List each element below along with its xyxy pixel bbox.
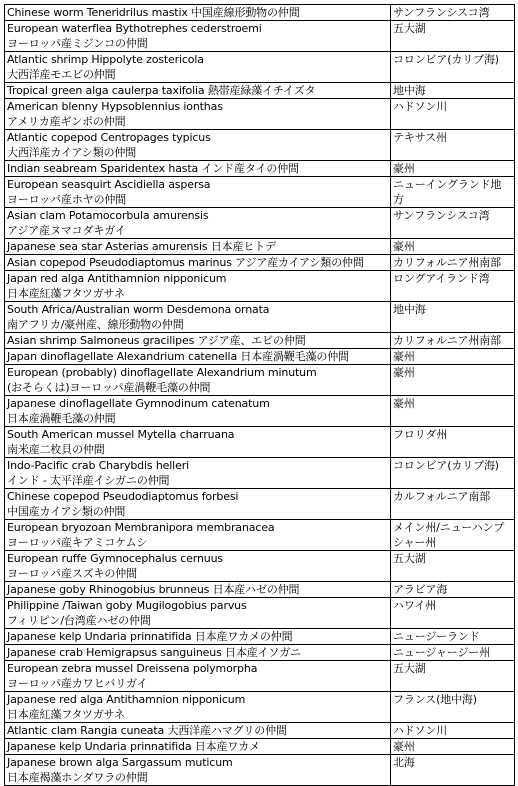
location-text: ロングアイランド湾	[393, 272, 490, 285]
species-cell	[5, 629, 391, 645]
table-row	[5, 177, 515, 208]
species-cell	[5, 239, 391, 255]
table-row	[5, 739, 515, 755]
species-cell	[5, 755, 391, 786]
location-cell	[391, 208, 515, 239]
species-cell	[5, 723, 391, 739]
location-text: 五大湖	[393, 22, 426, 35]
location-text: 豪州	[393, 397, 415, 410]
species-name-line: Japanese brown alga Sargassum muticum	[7, 756, 233, 769]
location-text: 豪州	[393, 240, 415, 253]
location-text: ハワイ州	[393, 599, 437, 612]
species-cell	[5, 177, 391, 208]
species-name-line: 大西洋産モエビの仲間	[7, 68, 116, 81]
location-text: 北海	[393, 756, 415, 769]
species-name-line: 南アフリカ/豪州産、線形動物の仲間	[7, 318, 184, 331]
species-name-line: インド - 太平洋産イシガニの仲間	[7, 474, 170, 487]
location-text: カルフォルニア南部	[393, 490, 491, 503]
species-name-line: Chinese worm Teneridrilus mastix 中国産線形動物の仲間	[7, 6, 300, 19]
species-cell	[5, 130, 391, 161]
table-row	[5, 551, 515, 582]
location-cell	[391, 629, 515, 645]
species-name-line: European bryozoan Membranipora membranacea	[7, 521, 275, 534]
species-cell	[5, 692, 391, 723]
species-table-container	[4, 4, 514, 786]
location-cell	[391, 598, 515, 629]
species-cell	[5, 661, 391, 692]
species-cell	[5, 208, 391, 239]
species-name-line: European seasquirt Ascidiella aspersa	[7, 178, 211, 191]
species-name-line: 日本産褐藻ホンダワラの仲間	[7, 771, 148, 784]
species-name-line: European zebra mussel Dreissena polymorpha	[7, 662, 258, 675]
species-name-line: Japanese kelp Undaria prinnatifida 日本産ワカメの仲間	[7, 630, 293, 643]
table-body	[5, 5, 515, 786]
table-row	[5, 598, 515, 629]
location-cell	[391, 271, 515, 302]
location-text: コロンビア(カリブ海)	[393, 459, 499, 472]
species-name-line: 南米産二枚貝の仲間	[7, 443, 105, 456]
species-name-line: European (probably) dinoflagellate Alexandrium minutum	[7, 366, 317, 379]
table-row	[5, 723, 515, 739]
table-row	[5, 208, 515, 239]
location-text: コロンビア(カリブ海)	[393, 53, 499, 66]
location-cell	[391, 349, 515, 365]
species-name-line: 日本産紅藻フタツガサネ	[7, 708, 125, 721]
location-cell	[391, 52, 515, 83]
species-name-line: Atlantic clam Rangia cuneata 大西洋産ハマグリの仲間	[7, 724, 287, 737]
species-cell	[5, 83, 391, 99]
species-name-line: 中国産カイアシ類の仲間	[7, 505, 126, 518]
species-name-line: ヨーロッパ産ミジンコの仲間	[7, 37, 148, 50]
species-name-line: Atlantic copepod Centropages typicus	[7, 131, 211, 144]
species-cell	[5, 271, 391, 302]
species-cell	[5, 645, 391, 661]
location-text: 地中海	[393, 303, 426, 316]
species-name-line: Japanese sea star Asterias amurensis 日本産ヒトデ	[7, 240, 276, 253]
species-name-line: Japanese crab Hemigrapsus sanguineus 日本産イソガニ	[7, 646, 301, 659]
species-name-line: American blenny Hypsoblennius ionthas	[7, 100, 223, 113]
species-name-line: Atlantic shrimp Hippolyte zostericola	[7, 53, 204, 66]
species-cell	[5, 582, 391, 598]
location-cell	[391, 255, 515, 271]
species-cell	[5, 551, 391, 582]
location-cell	[391, 645, 515, 661]
species-name-line: Indo-Pacific crab Charybdis helleri	[7, 459, 189, 472]
location-text: メイン州/ニューハンプシャー州	[393, 521, 505, 549]
species-cell	[5, 21, 391, 52]
table-row	[5, 582, 515, 598]
location-text: テキサス州	[393, 131, 447, 144]
table-row	[5, 629, 515, 645]
species-name-line: ヨーロッパ産ホヤの仲間	[7, 193, 127, 206]
location-text: 五大湖	[393, 552, 426, 565]
table-row	[5, 661, 515, 692]
location-cell	[391, 239, 515, 255]
location-text: アラビア海	[393, 583, 448, 596]
location-text: カリフォルニア州南部	[393, 256, 501, 269]
species-name-line: ヨーロッパ産キアミコケムシ	[7, 536, 148, 549]
table-row	[5, 755, 515, 786]
table-row	[5, 99, 515, 130]
location-cell	[391, 302, 515, 333]
location-cell	[391, 489, 515, 520]
location-cell	[391, 739, 515, 755]
table-row	[5, 365, 515, 396]
location-cell	[391, 177, 515, 208]
location-cell	[391, 99, 515, 130]
table-row	[5, 427, 515, 458]
species-name-line: アメリカ産ギンポの仲間	[7, 115, 126, 128]
species-cell	[5, 739, 391, 755]
table-row	[5, 692, 515, 723]
species-name-line: Japan dinoflagellate Alexandrium catenella 日本産渦鞭毛藻の仲間	[7, 350, 349, 363]
location-text: サンフランシスコ湾	[393, 6, 490, 19]
species-name-line: Tropical green alga caulerpa taxifolia 熱帯産緑藻イチイズタ	[7, 84, 316, 97]
location-cell	[391, 365, 515, 396]
species-cell	[5, 489, 391, 520]
location-cell	[391, 520, 515, 551]
table-row	[5, 255, 515, 271]
table-row	[5, 239, 515, 255]
species-name-line: Asian clam Potamocorbula amurensis	[7, 209, 209, 222]
location-text: カリフォルニア州南部	[393, 334, 501, 347]
location-text: フロリダ州	[393, 428, 448, 441]
species-cell	[5, 333, 391, 349]
location-cell	[391, 723, 515, 739]
species-name-line: ヨーロッパ産スズキの仲間	[7, 567, 137, 580]
species-cell	[5, 255, 391, 271]
species-cell	[5, 520, 391, 551]
species-name-line: Chinese copepod Pseudodiaptomus forbesi	[7, 490, 239, 503]
table-row	[5, 396, 515, 427]
species-cell	[5, 427, 391, 458]
table-row	[5, 271, 515, 302]
location-cell	[391, 130, 515, 161]
location-cell	[391, 755, 515, 786]
location-cell	[391, 582, 515, 598]
location-text: 五大湖	[393, 662, 426, 675]
species-cell	[5, 5, 391, 21]
species-name-line: Indian seabream Sparidentex hasta インド産タイの仲間	[7, 162, 299, 175]
species-name-line: South Africa/Australian worm Desdemona ornata	[7, 303, 270, 316]
species-name-line: 大西洋産カイアシ類の仲間	[7, 146, 137, 159]
species-cell	[5, 598, 391, 629]
species-cell	[5, 365, 391, 396]
location-cell	[391, 458, 515, 489]
table-row	[5, 161, 515, 177]
species-name-line: Japanese kelp Undaria prinnatifida 日本産ワカメ	[7, 740, 260, 753]
table-row	[5, 458, 515, 489]
table-row	[5, 520, 515, 551]
location-cell	[391, 551, 515, 582]
species-name-line: European waterflea Bythotrephes cederstroemi	[7, 22, 262, 35]
location-text: サンフランシスコ湾	[393, 209, 490, 222]
location-text: 豪州	[393, 350, 415, 363]
species-cell	[5, 349, 391, 365]
location-cell	[391, 161, 515, 177]
table-row	[5, 5, 515, 21]
location-cell	[391, 83, 515, 99]
species-cell	[5, 99, 391, 130]
location-text: ハドソン川	[393, 100, 448, 113]
table-row	[5, 645, 515, 661]
species-cell	[5, 52, 391, 83]
location-text: 地中海	[393, 84, 426, 97]
table-row	[5, 302, 515, 333]
location-cell	[391, 21, 515, 52]
table-row	[5, 489, 515, 520]
species-name-line: (おそらくは)ヨーロッパ産渦鞭毛藻の仲間	[7, 381, 211, 394]
table-row	[5, 52, 515, 83]
species-name-line: Japan red alga Antithamnion nipponicum	[7, 272, 227, 285]
species-cell	[5, 396, 391, 427]
location-cell	[391, 396, 515, 427]
location-cell	[391, 661, 515, 692]
species-cell	[5, 458, 391, 489]
species-name-line: アジア産ヌマコダキガイ	[7, 224, 126, 237]
species-name-line: ヨーロッパ産カワヒバリガイ	[7, 677, 148, 690]
location-text: フランス(地中海)	[393, 693, 477, 706]
table-row	[5, 333, 515, 349]
species-cell	[5, 302, 391, 333]
table-row	[5, 83, 515, 99]
location-text: ニュージャージー州	[393, 646, 490, 659]
location-cell	[391, 692, 515, 723]
species-name-line: Japanese red alga Antithamnion nipponicum	[7, 693, 246, 706]
location-text: 豪州	[393, 740, 415, 753]
species-name-line: Asian shrimp Salmoneus gracilipes アジア産、エビの仲間	[7, 334, 306, 347]
species-name-line: Japanese dinoflagellate Gymnodinum catenatum	[7, 397, 270, 410]
species-name-line: 日本産渦鞭毛藻の仲間	[7, 412, 116, 425]
species-cell	[5, 161, 391, 177]
location-text: ハドソン川	[393, 724, 448, 737]
species-name-line: Japanese goby Rhinogobius brunneus 日本産ハゼの仲間	[7, 583, 300, 596]
location-text: ニュージーランド	[393, 630, 480, 643]
species-name-line: South American mussel Mytella charruana	[7, 428, 235, 441]
location-text: ニューイングランド地方	[393, 178, 502, 206]
location-cell	[391, 333, 515, 349]
table-row	[5, 349, 515, 365]
location-cell	[391, 5, 515, 21]
location-text: 豪州	[393, 366, 415, 379]
species-name-line: Philippine /Taiwan goby Mugilogobius parvus	[7, 599, 247, 612]
table-row	[5, 130, 515, 161]
location-text: 豪州	[393, 162, 415, 175]
location-cell	[391, 427, 515, 458]
species-name-line: 日本産紅藻フタツガサネ	[7, 287, 125, 300]
species-name-line: Asian copepod Pseudodiaptomus marinus アジア産カイアシ類の仲間	[7, 256, 364, 269]
invasive-species-table	[4, 4, 515, 786]
species-name-line: European ruffe Gymnocephalus cernuus	[7, 552, 224, 565]
table-row	[5, 21, 515, 52]
species-name-line: フィリピン/台湾産ハゼの仲間	[7, 614, 151, 627]
